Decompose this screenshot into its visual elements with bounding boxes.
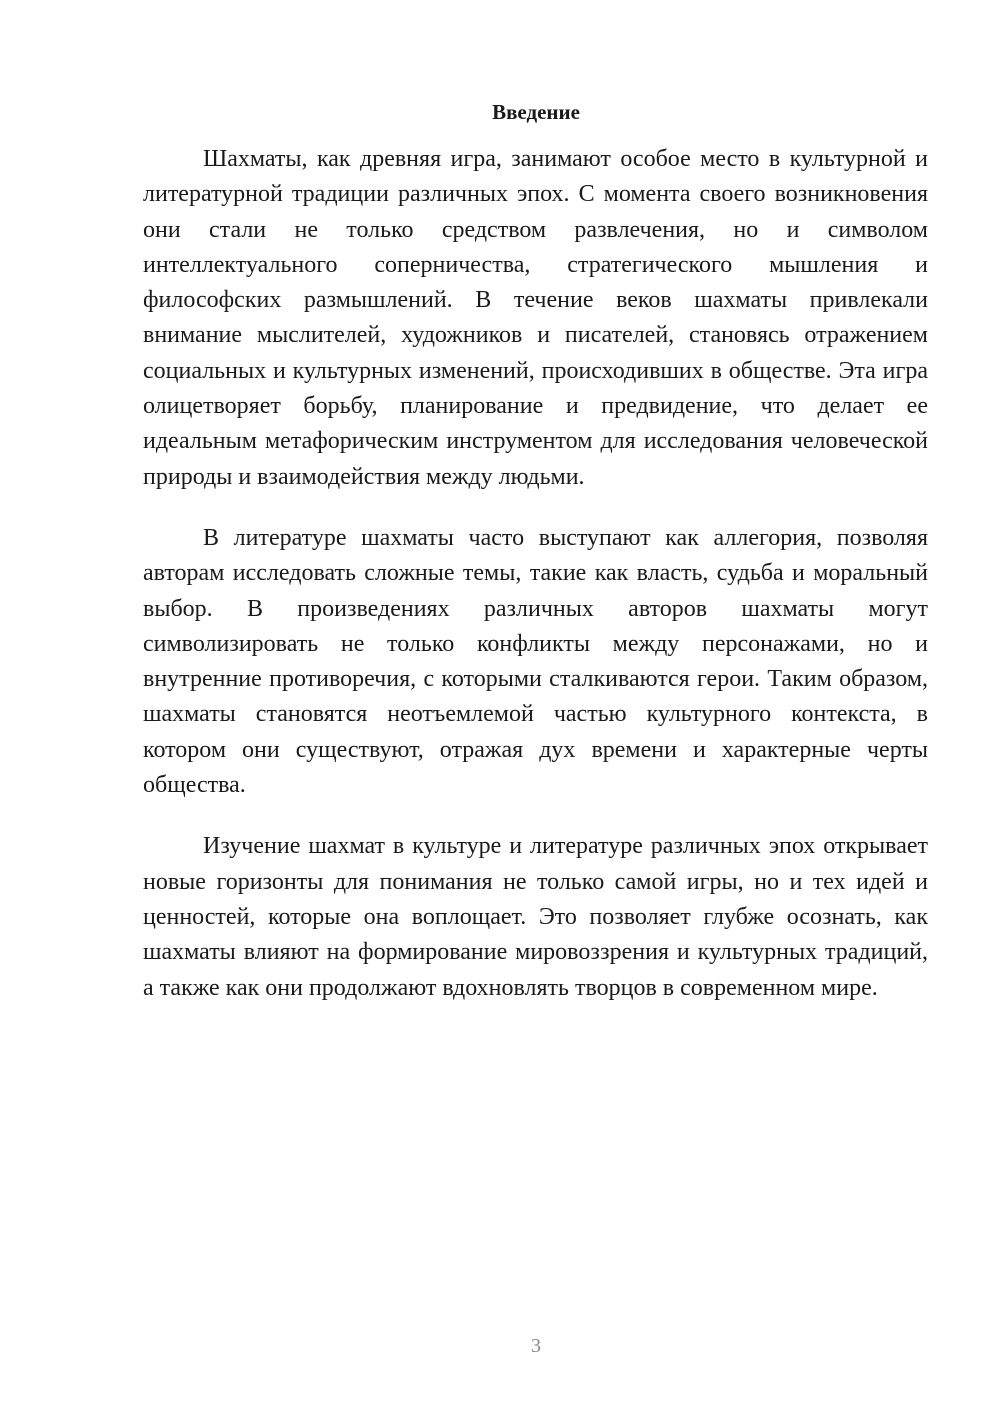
page-number: 3 [531,1335,541,1357]
paragraph-3: Изучение шахмат в культуре и литературе различных эпох открывает новые горизонты для понимания не только самой игры, но и тех идей и ценностей, которые она воплощает. Это позволяет глубже осознать, как шахматы влияют на формирование мировоззрения и культурных традиций, а также как они продолжают вдохновлять творцов в современном мире. [143,833,928,1001]
page-title: Введение [492,100,580,124]
paragraph-1: Шахматы, как древняя игра, занимают особое место в культурной и литературной традиции различных эпох. С момента своего возникновения они стали не только средством развлечения, но и символом интеллектуального соперничества, стратегического мышления и философских размышлений. В течение веков шахматы привлекали внимание мыслителей, художников и писателей, становясь отражением социальных и культурных изменений, происходивших в обществе. Эта игра олицетворяет борьбу, планирование и предвидение, что делает ее идеальным метафорическим инструментом для исследования человеческой природы и взаимодействия между людьми. [143,146,928,490]
paragraph-2: В литературе шахматы часто выступают как аллегория, позволяя авторам исследовать сложные темы, такие как власть, судьба и моральный выбор. В произведениях различных авторов шахматы могут символизировать не только конфликты между персонажами, но и внутренние противоречия, с которыми сталкиваются герои. Таким образом, шахматы становятся неотъемлемой частью культурного контекста, в котором они существуют, отражая дух времени и характерные черты общества. [143,524,928,799]
document-body [143,142,928,1032]
